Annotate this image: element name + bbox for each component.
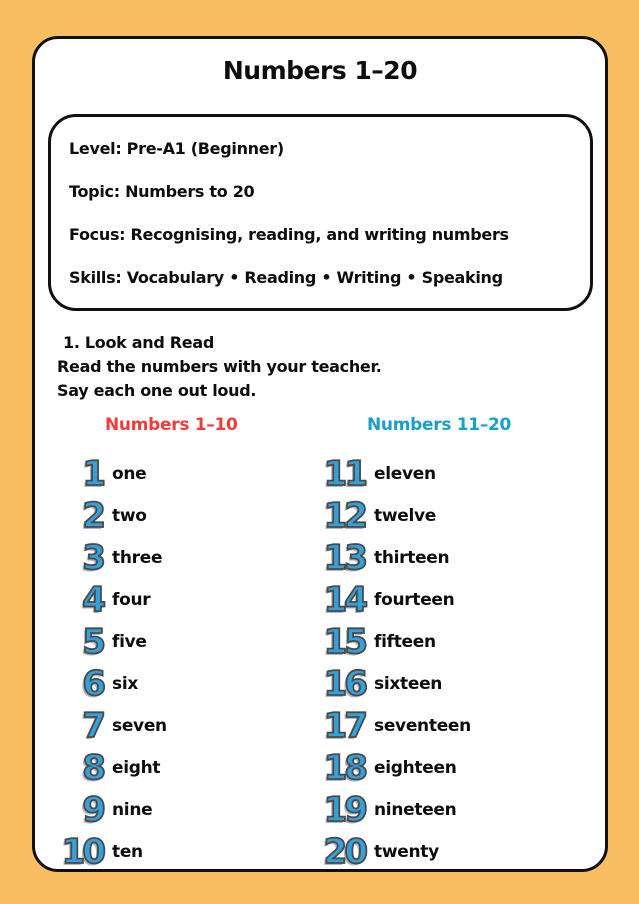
column-heading-1-10: Numbers 1–10 bbox=[105, 415, 238, 435]
number-row bbox=[59, 705, 321, 747]
column-heading-11-20: Numbers 11–20 bbox=[367, 415, 512, 435]
numeral-18: 18 bbox=[323, 748, 365, 788]
column-numbers-1-10 bbox=[59, 415, 321, 873]
column-numbers-11-20 bbox=[321, 415, 583, 873]
activity-instruction: Read the numbers with your teacher. bbox=[57, 357, 382, 376]
activity-instruction: Say each one out loud. bbox=[57, 381, 257, 400]
number-word: four bbox=[112, 590, 151, 610]
number-word: thirteen bbox=[374, 548, 450, 568]
number-row bbox=[59, 621, 321, 663]
numeral-10: 10 bbox=[61, 832, 103, 872]
lesson-info-box bbox=[48, 114, 593, 311]
numeral-4: 4 bbox=[82, 580, 103, 620]
numeral-14: 14 bbox=[323, 580, 365, 620]
number-word: five bbox=[112, 632, 147, 652]
number-row bbox=[321, 747, 583, 789]
numeral-3: 3 bbox=[82, 538, 103, 578]
number-row bbox=[321, 495, 583, 537]
number-word: eighteen bbox=[374, 758, 457, 778]
number-row bbox=[59, 579, 321, 621]
number-row bbox=[59, 747, 321, 789]
numeral-5: 5 bbox=[82, 622, 103, 662]
numeral-1: 1 bbox=[82, 454, 103, 494]
numeral-20: 20 bbox=[323, 832, 365, 872]
number-row bbox=[321, 537, 583, 579]
numeral-6: 6 bbox=[82, 664, 103, 704]
numeral-8: 8 bbox=[82, 748, 103, 788]
numeral-9: 9 bbox=[82, 790, 103, 830]
number-word: fifteen bbox=[374, 632, 436, 652]
number-word: nineteen bbox=[374, 800, 457, 820]
number-word: six bbox=[112, 674, 139, 694]
numeral-17: 17 bbox=[323, 706, 365, 746]
number-word: twenty bbox=[374, 842, 439, 862]
numeral-15: 15 bbox=[323, 622, 365, 662]
numeral-7: 7 bbox=[82, 706, 103, 746]
number-word: two bbox=[112, 506, 147, 526]
number-row bbox=[321, 453, 583, 495]
number-row bbox=[59, 789, 321, 831]
number-row bbox=[59, 663, 321, 705]
number-word: sixteen bbox=[374, 674, 443, 694]
number-row bbox=[321, 621, 583, 663]
number-columns bbox=[59, 415, 605, 873]
number-row bbox=[321, 705, 583, 747]
number-word: ten bbox=[112, 842, 143, 862]
number-word: one bbox=[112, 464, 147, 484]
numeral-19: 19 bbox=[323, 790, 365, 830]
number-word: fourteen bbox=[374, 590, 455, 610]
activity-section bbox=[57, 331, 605, 403]
number-word: seven bbox=[112, 716, 167, 736]
info-line-focus: Focus: Recognising, reading, and writing numbers bbox=[69, 225, 509, 244]
number-word: eight bbox=[112, 758, 161, 778]
numeral-16: 16 bbox=[323, 664, 365, 704]
number-word: eleven bbox=[374, 464, 436, 484]
numeral-11: 11 bbox=[323, 454, 365, 494]
info-line-topic: Topic: Numbers to 20 bbox=[69, 182, 255, 201]
number-word: three bbox=[112, 548, 163, 568]
numeral-2: 2 bbox=[82, 496, 103, 536]
number-row bbox=[59, 453, 321, 495]
number-row bbox=[321, 663, 583, 705]
worksheet-card bbox=[32, 36, 608, 872]
activity-heading: 1. Look and Read bbox=[63, 333, 215, 352]
numeral-13: 13 bbox=[323, 538, 365, 578]
number-word: twelve bbox=[374, 506, 436, 526]
info-line-skills: Skills: Vocabulary • Reading • Writing • Speaking bbox=[69, 268, 503, 287]
number-row bbox=[59, 537, 321, 579]
page-title: Numbers 1–20 bbox=[222, 56, 418, 85]
numeral-12: 12 bbox=[323, 496, 365, 536]
number-word: nine bbox=[112, 800, 153, 820]
info-line-level: Level: Pre-A1 (Beginner) bbox=[69, 139, 284, 158]
number-word: seventeen bbox=[374, 716, 471, 736]
number-row bbox=[321, 579, 583, 621]
number-row bbox=[59, 831, 321, 873]
number-row bbox=[59, 495, 321, 537]
number-row bbox=[321, 789, 583, 831]
number-row bbox=[321, 831, 583, 873]
